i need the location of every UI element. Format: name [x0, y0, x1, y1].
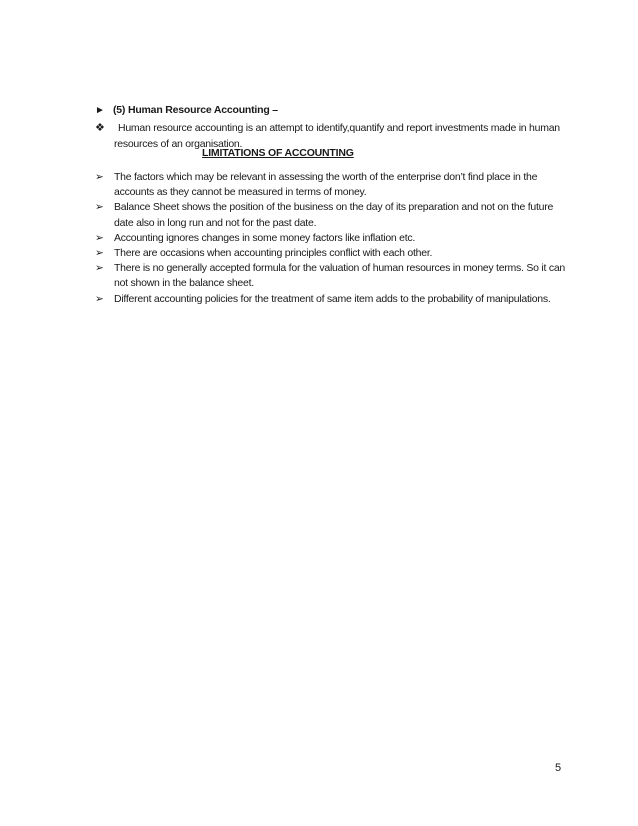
list-item-text: The factors which may be relevant in assessing the worth of the enterprise don’t find place in the accounts as they cannot be measured in terms of money. — [114, 171, 538, 199]
list-item-text: Accounting ignores changes in some money factors like inflation etc. — [114, 231, 416, 244]
arrow-bullet-icon: ► — [95, 105, 105, 116]
list-item — [95, 292, 570, 307]
list-item — [95, 200, 570, 230]
list-item — [95, 261, 570, 291]
definition-text-content: Human resource accounting is an attempt to identify,quantify and report investments made in human resources of an organisation. — [114, 122, 560, 150]
list-item-text: There are occasions when accounting principles conflict with each other. — [114, 247, 433, 260]
list-item — [95, 231, 570, 246]
arrowhead-bullet-icon: ➢ — [95, 262, 104, 275]
arrowhead-bullet-icon: ➢ — [95, 201, 104, 214]
list-item — [95, 170, 570, 200]
list-item-text: Balance Sheet shows the position of the business on the day of its preparation and not on the future date also in long run and not for the past date. — [114, 201, 554, 229]
arrowhead-bullet-icon: ➢ — [95, 292, 104, 305]
arrowhead-bullet-icon: ➢ — [95, 247, 104, 260]
section-heading — [95, 104, 278, 116]
list-item-text: There is no generally accepted formula for the valuation of human resources in money terms. So it can not shown in the balance sheet. — [114, 262, 565, 290]
limitations-list — [95, 170, 570, 307]
list-item-text: Different accounting policies for the treatment of same item adds to the probability of manipulations. — [114, 292, 551, 305]
arrowhead-bullet-icon: ➢ — [95, 171, 104, 183]
arrowhead-bullet-icon: ➢ — [95, 231, 104, 244]
section-heading-text: (5) Human Resource Accounting – — [113, 104, 278, 116]
diamond-bullet-icon: ❖ — [95, 122, 105, 134]
page-number: 5 — [555, 762, 562, 774]
limitations-title: LIMITATIONS OF ACCOUNTING — [202, 147, 354, 159]
list-item — [95, 246, 570, 261]
